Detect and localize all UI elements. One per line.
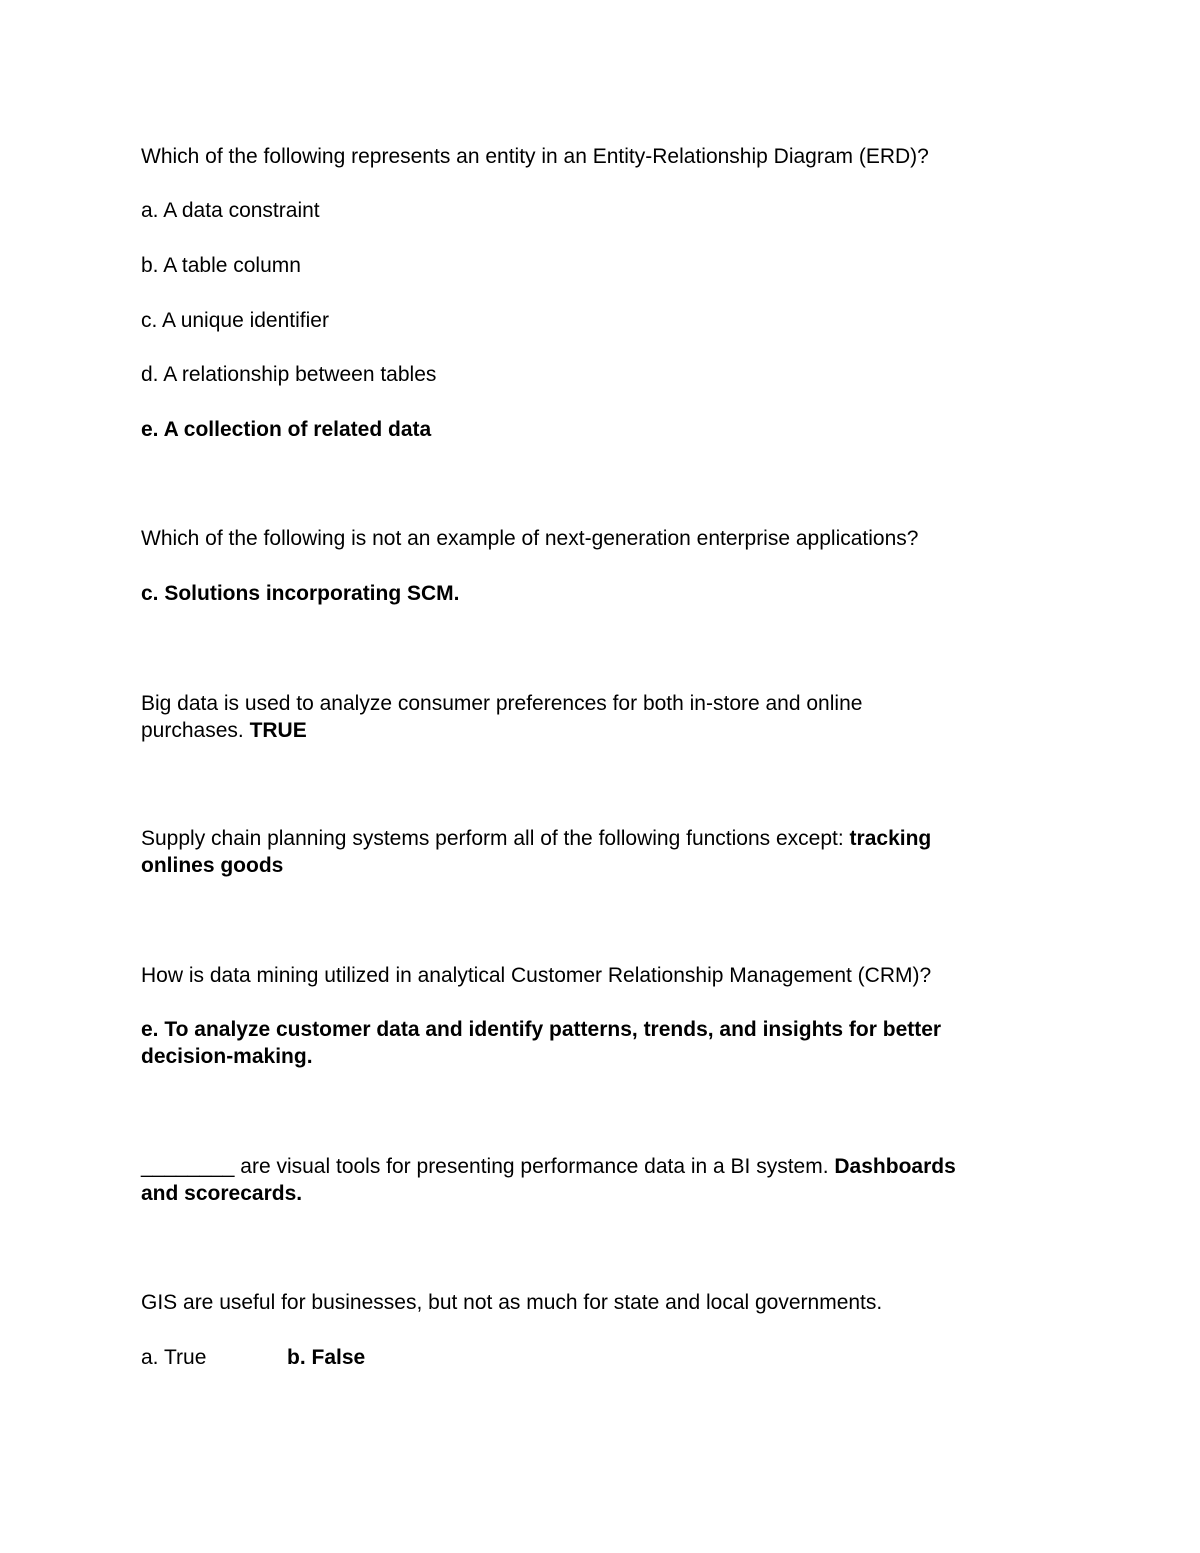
q5-answer-line2: decision-making. [141,1045,313,1068]
q3-statement-line1: Big data is used to analyze consumer preferences for both in-store and online [141,692,863,715]
q6-answer-part1: Dashboards [834,1155,956,1178]
q3-statement-text: purchases. [141,719,250,742]
q4-answer-part2: onlines goods [141,854,284,877]
q7-question: GIS are useful for businesses, but not as much for state and local governments. [141,1291,883,1314]
q7-option-a: a. True [141,1346,207,1369]
q2-question: Which of the following is not an example of next-generation enterprise applications? [141,527,919,550]
q3-answer: TRUE [249,719,307,742]
q1-option-b: b. A table column [141,254,301,277]
q1-option-a: a. A data constraint [141,199,320,222]
q1-option-c: c. A unique identifier [141,309,329,332]
q6-statement-text: ________ are visual tools for presenting performance data in a BI system. [141,1155,835,1178]
q4-statement-line1 [141,825,1071,852]
q2-answer: c. Solutions incorporating SCM. [141,582,460,605]
q4-answer-part1: tracking [849,827,932,850]
q4-statement-text: Supply chain planning systems perform all of the following functions except: [141,827,850,850]
q1-answer: e. A collection of related data [141,418,432,441]
q1-question: Which of the following represents an entity in an Entity-Relationship Diagram (ERD)? [141,145,929,168]
q6-answer-part2: and scorecards. [141,1182,303,1205]
q5-answer-line1: e. To analyze customer data and identify patterns, trends, and insights for better [141,1018,942,1041]
q7-answer: b. False [287,1346,366,1369]
q1-option-d: d. A relationship between tables [141,363,437,386]
q5-question: How is data mining utilized in analytical Customer Relationship Management (CRM)? [141,964,932,987]
q6-statement-line1 [141,1153,1071,1180]
q7-options [141,1344,1071,1371]
q3-statement-line2 [141,717,1071,744]
